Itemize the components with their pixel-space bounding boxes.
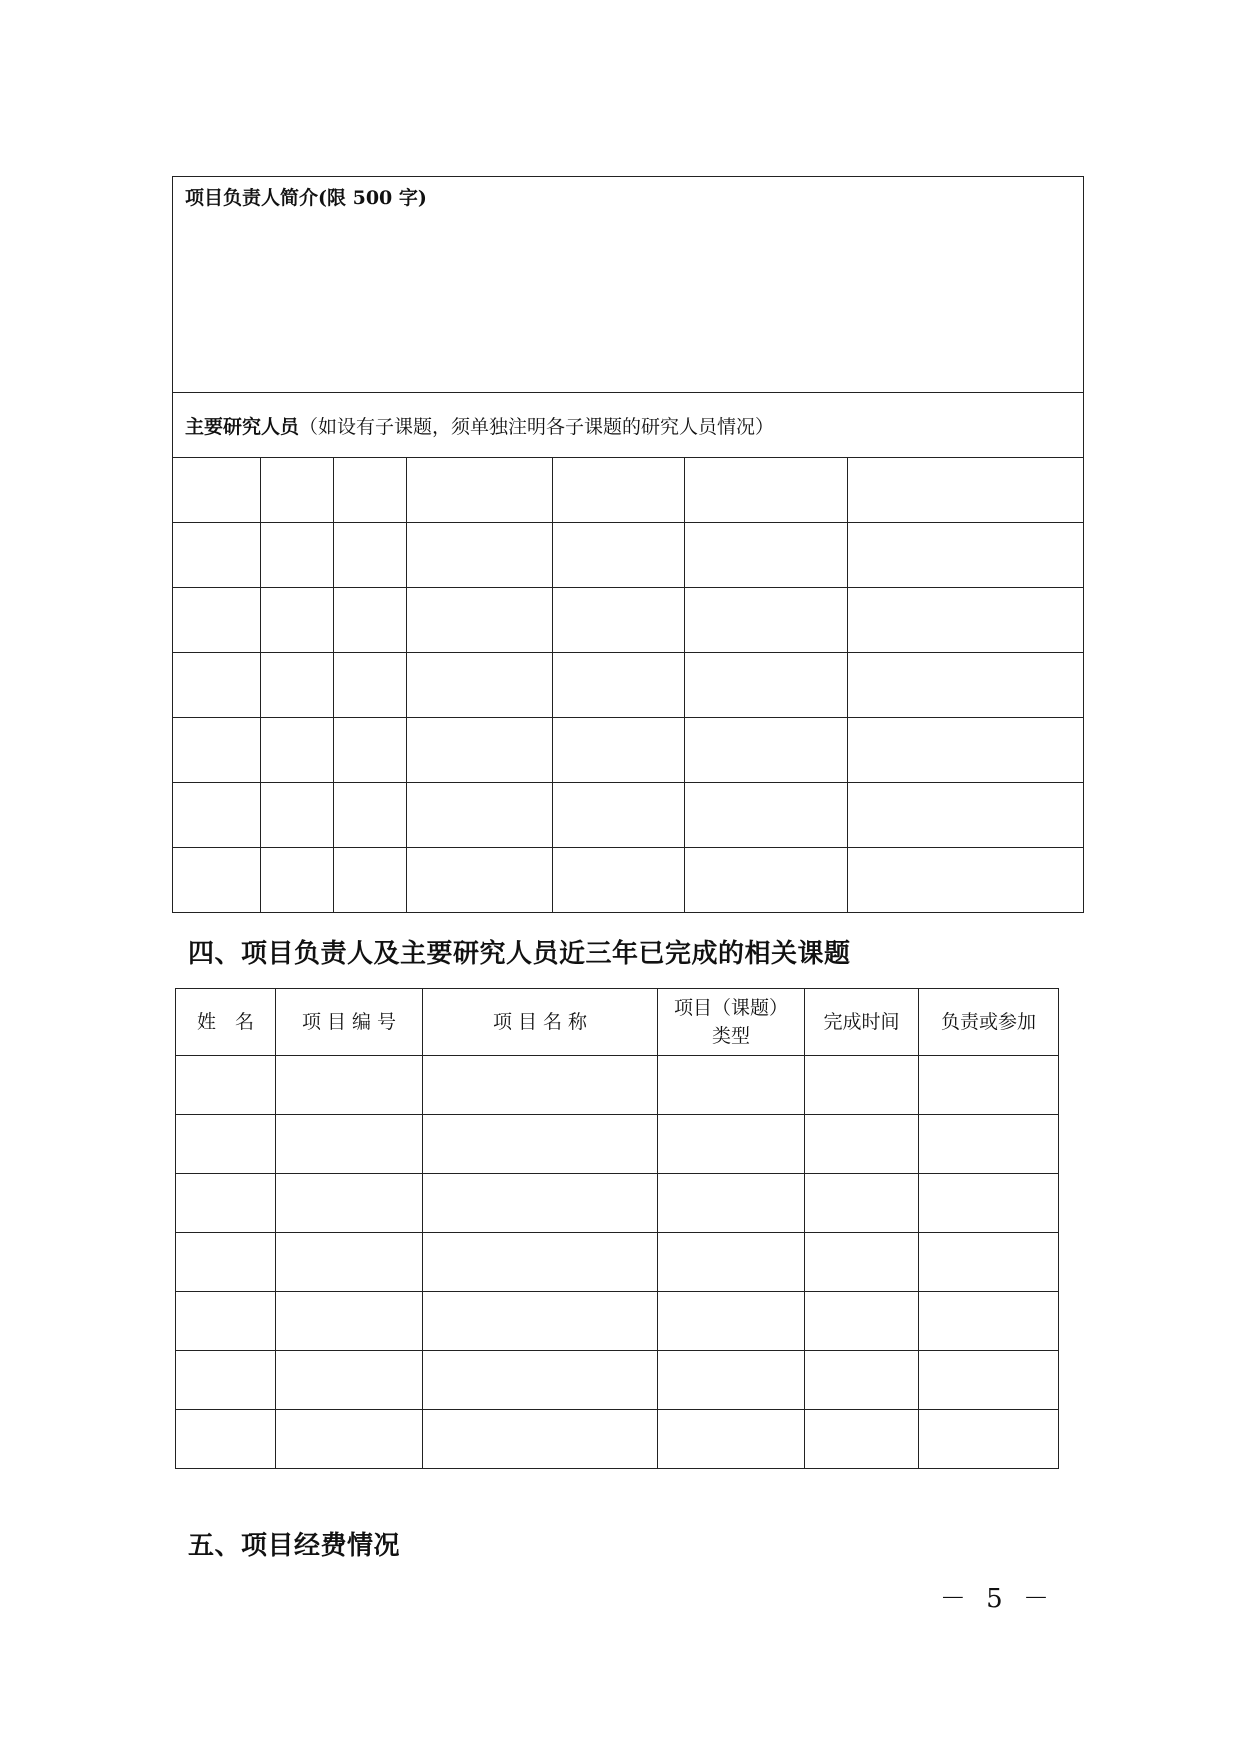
table-cell[interactable]	[553, 718, 685, 783]
table-cell[interactable]	[553, 653, 685, 718]
researcher-row	[173, 588, 1084, 653]
table-cell[interactable]	[423, 1233, 658, 1292]
table-cell[interactable]	[334, 523, 407, 588]
researcher-row	[173, 458, 1084, 523]
project-row	[176, 1410, 1059, 1469]
table-cell[interactable]	[553, 458, 685, 523]
table-cell[interactable]	[176, 1351, 276, 1410]
researchers-table	[172, 176, 1084, 913]
table-cell[interactable]	[919, 1115, 1059, 1174]
researcher-row	[173, 523, 1084, 588]
table-cell[interactable]	[423, 1351, 658, 1410]
page-number: － 5 －	[939, 1584, 1055, 1614]
section5-heading: 五、项目经费情况	[188, 1531, 401, 1561]
col-project-name: 项 目 名 称	[423, 989, 658, 1056]
table-cell[interactable]	[805, 1174, 919, 1233]
table-cell[interactable]	[685, 783, 848, 848]
table-cell[interactable]	[176, 1292, 276, 1351]
table-cell[interactable]	[276, 1174, 423, 1233]
table-cell[interactable]	[334, 458, 407, 523]
project-row	[176, 1056, 1059, 1115]
table-cell[interactable]	[919, 1174, 1059, 1233]
table-cell[interactable]	[848, 523, 1084, 588]
completed-projects-table	[175, 988, 1059, 1469]
table-cell[interactable]	[276, 1292, 423, 1351]
table-cell[interactable]	[848, 848, 1084, 913]
table-cell[interactable]	[658, 1115, 805, 1174]
project-row	[176, 1174, 1059, 1233]
researchers-note: （如设有子课题，须单独注明各子课题的研究人员情况）	[299, 415, 775, 438]
table-cell[interactable]	[276, 1351, 423, 1410]
table-cell[interactable]	[407, 588, 553, 653]
table-cell[interactable]	[261, 718, 334, 783]
table-cell[interactable]	[685, 458, 848, 523]
table-cell[interactable]	[423, 1410, 658, 1469]
completed-projects-grid	[176, 1056, 1059, 1469]
table-cell[interactable]	[407, 458, 553, 523]
table-cell[interactable]	[685, 718, 848, 783]
col-project-type-line1: 项目（课题）	[673, 997, 788, 1019]
table-cell[interactable]	[276, 1410, 423, 1469]
table-cell[interactable]	[334, 783, 407, 848]
project-row	[176, 1351, 1059, 1410]
table-cell[interactable]	[334, 653, 407, 718]
table-cell[interactable]	[276, 1056, 423, 1115]
table-cell[interactable]	[919, 1410, 1059, 1469]
table-cell[interactable]	[261, 653, 334, 718]
principal-intro-label: 项目负责人简介(限 500 字)	[185, 187, 427, 209]
table-cell[interactable]	[176, 1115, 276, 1174]
table-cell[interactable]	[805, 1351, 919, 1410]
table-cell[interactable]	[407, 523, 553, 588]
table-cell[interactable]	[919, 1233, 1059, 1292]
researchers-label: 主要研究人员	[185, 415, 300, 438]
researchers-label-cell	[173, 393, 1084, 458]
table-cell[interactable]	[176, 1056, 276, 1115]
col-project-type	[658, 989, 805, 1056]
table-cell[interactable]	[276, 1233, 423, 1292]
table-cell[interactable]	[173, 718, 261, 783]
table-cell[interactable]	[176, 1410, 276, 1469]
table-cell[interactable]	[173, 783, 261, 848]
table-cell[interactable]	[919, 1056, 1059, 1115]
table-cell[interactable]	[805, 1410, 919, 1469]
table-cell[interactable]	[685, 653, 848, 718]
section4-heading: 四、项目负责人及主要研究人员近三年已完成的相关课题	[188, 939, 851, 969]
researcher-row	[173, 783, 1084, 848]
col-project-type-line2: 类型	[711, 1025, 750, 1047]
table-cell[interactable]	[553, 523, 685, 588]
table-cell[interactable]	[658, 1056, 805, 1115]
table-cell[interactable]	[261, 523, 334, 588]
table-cell[interactable]	[423, 1292, 658, 1351]
table-cell[interactable]	[261, 783, 334, 848]
table-cell[interactable]	[658, 1292, 805, 1351]
table-cell[interactable]	[423, 1174, 658, 1233]
table-cell[interactable]	[685, 588, 848, 653]
table-cell[interactable]	[407, 718, 553, 783]
table-cell[interactable]	[553, 848, 685, 913]
researcher-row	[173, 848, 1084, 913]
col-project-number: 项 目 编 号	[276, 989, 423, 1056]
table-cell[interactable]	[173, 848, 261, 913]
table-cell[interactable]	[805, 1056, 919, 1115]
table-cell[interactable]	[407, 848, 553, 913]
table-cell[interactable]	[334, 588, 407, 653]
table-cell[interactable]	[176, 1233, 276, 1292]
table-cell[interactable]	[261, 848, 334, 913]
table-cell[interactable]	[276, 1115, 423, 1174]
col-role: 负责或参加	[919, 989, 1059, 1056]
table-cell[interactable]	[407, 653, 553, 718]
table-cell[interactable]	[334, 718, 407, 783]
table-cell[interactable]	[423, 1115, 658, 1174]
researchers-grid	[173, 458, 1084, 913]
table-cell[interactable]	[173, 653, 261, 718]
table-cell[interactable]	[848, 653, 1084, 718]
project-row	[176, 1115, 1059, 1174]
project-row	[176, 1233, 1059, 1292]
table-cell[interactable]	[805, 1233, 919, 1292]
col-completion-time: 完成时间	[805, 989, 919, 1056]
table-cell[interactable]	[261, 458, 334, 523]
table-cell[interactable]	[553, 783, 685, 848]
table-cell[interactable]	[848, 718, 1084, 783]
col-name: 姓 名	[176, 989, 276, 1056]
project-row	[176, 1292, 1059, 1351]
principal-intro-cell[interactable]	[173, 177, 1084, 393]
table-cell[interactable]	[261, 588, 334, 653]
researcher-row	[173, 653, 1084, 718]
table-cell[interactable]	[805, 1292, 919, 1351]
table-cell[interactable]	[407, 783, 553, 848]
table-cell[interactable]	[685, 523, 848, 588]
table-cell[interactable]	[553, 588, 685, 653]
table-cell[interactable]	[173, 588, 261, 653]
table-cell[interactable]	[173, 458, 261, 523]
table-cell[interactable]	[919, 1292, 1059, 1351]
table-cell[interactable]	[805, 1115, 919, 1174]
table-cell[interactable]	[848, 588, 1084, 653]
table-cell[interactable]	[658, 1233, 805, 1292]
table-cell[interactable]	[658, 1351, 805, 1410]
table-cell[interactable]	[658, 1174, 805, 1233]
table-cell[interactable]	[334, 848, 407, 913]
table-cell[interactable]	[423, 1056, 658, 1115]
completed-projects-header	[176, 989, 1059, 1056]
table-cell[interactable]	[685, 848, 848, 913]
table-cell[interactable]	[848, 783, 1084, 848]
table-cell[interactable]	[848, 458, 1084, 523]
table-cell[interactable]	[173, 523, 261, 588]
researcher-row	[173, 718, 1084, 783]
table-cell[interactable]	[919, 1351, 1059, 1410]
table-cell[interactable]	[658, 1410, 805, 1469]
table-cell[interactable]	[176, 1174, 276, 1233]
